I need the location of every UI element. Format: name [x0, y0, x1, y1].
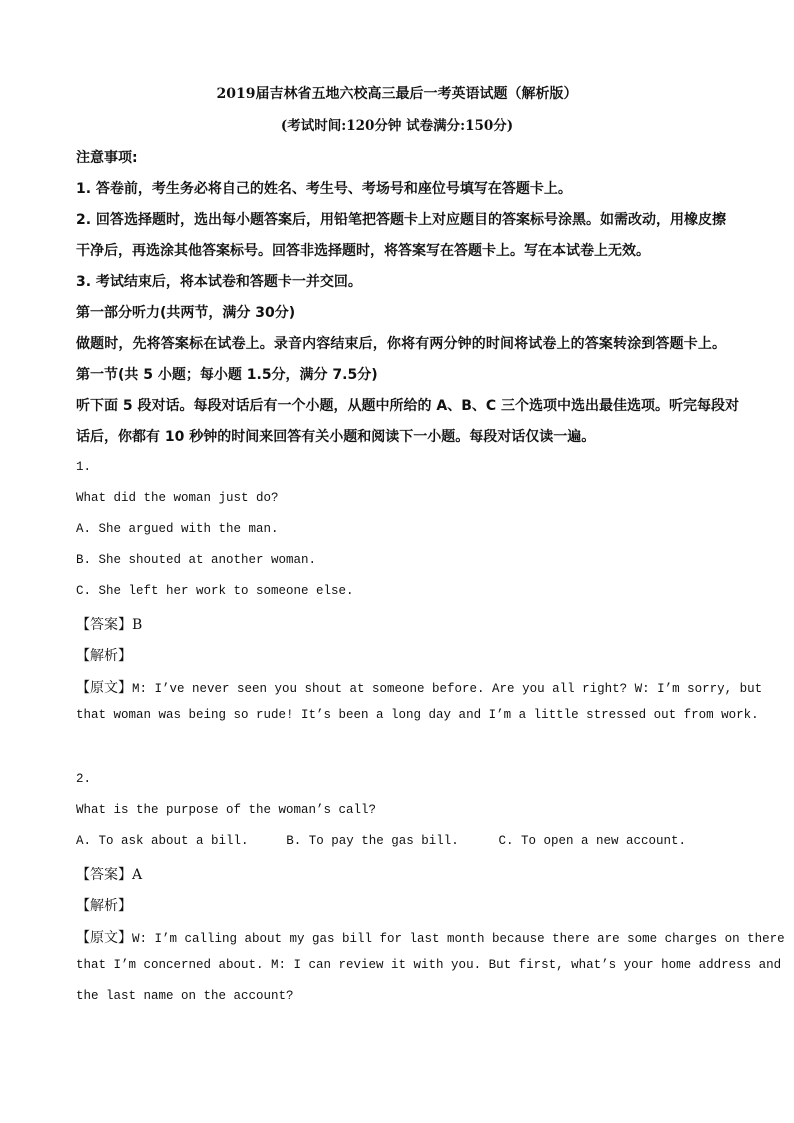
transcript-text: M: I’ve never seen you shout at someone before. Are you all right? W: I’m sorry, but	[132, 682, 763, 696]
notice-item-1: 1. 答卷前，考生务必将自己的姓名、考生号、考场号和座位号填写在答题卡上。	[76, 181, 572, 197]
notice-item-3: 3. 考试结束后，将本试卷和答题卡一并交回。	[76, 274, 362, 290]
option-c: C. To open a new account.	[498, 834, 686, 848]
option-row	[76, 834, 686, 848]
answer: 【答案】A	[76, 867, 143, 883]
option-a: A. To ask about a bill.	[76, 834, 249, 848]
notice-item-2-line-1: 2. 回答选择题时，选出每小题答案后，用铅笔把答题卡上对应题目的答案标号涂黑。如需改动，用橡皮擦	[76, 212, 726, 228]
answer: 【答案】B	[76, 617, 143, 633]
question-stem: What did the woman just do?	[76, 491, 279, 505]
part1-heading: 第一部分听力(共两节，满分 30分)	[76, 305, 296, 321]
transcript-label: 【原文】	[76, 930, 132, 946]
option-b: B. She shouted at another woman.	[76, 553, 317, 567]
section1-instructions-line-1: 听下面 5 段对话。每段对话后有一个小题，从题中所给的 A、B、C 三个选项中选出最佳选项。听完每段对	[76, 398, 740, 414]
notice-heading: 注意事项:	[76, 150, 138, 166]
exam-info: (考试时间:120分钟 试卷满分:150分)	[280, 118, 514, 134]
part1-instructions: 做题时，先将答案标在试卷上。录音内容结束后，你将有两分钟的时间将试卷上的答案转涂到答题卡上。	[76, 336, 726, 352]
document-title: 2019届吉林省五地六校高三最后一考英语试题（解析版）	[216, 86, 578, 102]
notice-item-2-line-2: 干净后，再选涂其他答案标号。回答非选择题时，将答案写在答题卡上。写在本试卷上无效。	[76, 243, 650, 259]
option-a: A. She argued with the man.	[76, 522, 279, 536]
option-b: B. To pay the gas bill.	[286, 834, 459, 848]
analysis-label: 【解析】	[76, 898, 132, 914]
transcript-line-2: that woman was being so rude! It’s been a long day and I’m a little stressed out from work.	[76, 708, 759, 722]
question-number: 1.	[76, 460, 92, 474]
transcript-label: 【原文】	[76, 680, 132, 696]
question-number: 2.	[76, 772, 92, 786]
section1-heading: 第一节(共 5 小题；每小题 1.5分，满分 7.5分)	[76, 367, 378, 383]
transcript-line-1	[76, 677, 762, 697]
transcript-line-3: the last name on the account?	[76, 989, 294, 1003]
option-c: C. She left her work to someone else.	[76, 584, 354, 598]
transcript-text: W: I’m calling about my gas bill for last month because there are some charges on there	[132, 932, 785, 946]
analysis-label: 【解析】	[76, 648, 132, 664]
transcript-line-2: that I’m concerned about. M: I can review it with you. But first, what’s your home address and	[76, 958, 782, 972]
question-stem: What is the purpose of the woman’s call?	[76, 803, 377, 817]
section1-instructions-line-2: 话后，你都有 10 秒钟的时间来回答有关小题和阅读下一小题。每段对话仅读一遍。	[76, 429, 596, 445]
transcript-line-1	[76, 927, 785, 947]
